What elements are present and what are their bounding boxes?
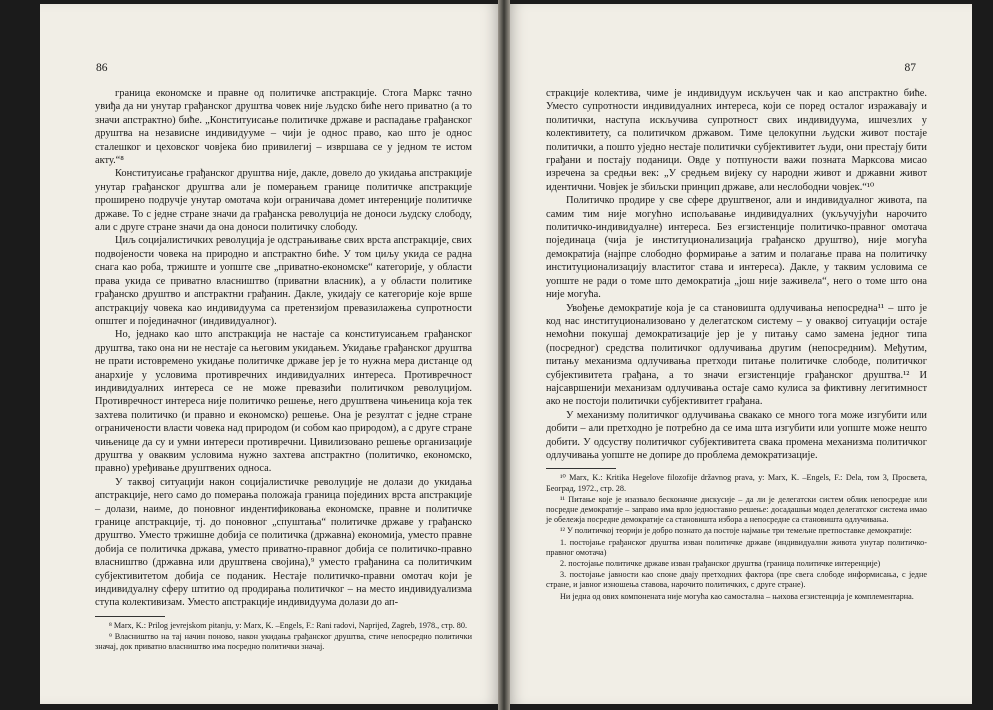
footnote-rule (95, 616, 165, 617)
page-number: 86 (96, 62, 108, 74)
footnotes (95, 621, 472, 653)
footnote-rule (546, 468, 616, 469)
footnote: ¹² У политичкој теорији је добро познато да постоје најмање три темељне претпоставке демократије: (560, 526, 912, 536)
page-number: 87 (904, 62, 916, 74)
paragraph: Политичко продире у све сфере друштвеног, али и индивидуалног живота, па самим тим није могућно испољавање индивидуалних (укључујући нарочито политичко-индивидуалне) интереса. Без егзистенције политичко-правног омотача појединаца (чија је институционализација грађанско друштво), није могућа демократија (најпре слободно формирање а затим и полагање права на политичку институционализацију властитог става и интереса). Дакле, у таквим условима се уопште не ради о томе што демократија „још није заживела“, него о томе што она није могућа. (546, 195, 927, 301)
right-page (506, 4, 972, 704)
book-spread (40, 0, 972, 710)
footnote: ⁹ Власништво на тај начин поново, након укидања грађанског друштва, стиче непосредно политички значај, док приватно власништво има посредно политички значај. (95, 632, 472, 652)
paragraph: Циљ социјалистичких револуција је одстрањивање свих врста апстракције, свих подвојености човека на природно и апстрактно биће. У том циљу укида се радна снага као роба, тржиште и уопште све „приватно-економске“ категорије, у области права укида се приватно власништво (приватни власник), а у области политике грађанско друштво и апстрактни грађанин. Дакле, укидају се категорије које врше апстракцију човека као индивидуума са претензијом превазилажења супротности општег и појединачног (индивидуалног). (95, 235, 472, 327)
footnote: ⁸ Marx, K.: Prilog jevrejskom pitanju, у: Marx, K. –Engels, F.: Rani radovi, Naprijed, Zagreb, 1978., стр. 80. (109, 620, 467, 630)
paragraph: Увођење демократије која је са становишта одлучивања непосредна¹¹ – што је код нас институционализовано у делегатском систему – у оваквој ситуацији остаје немоћни покушај демократизације јер је у питању само замена једног типа (посредног) средства политичког одлучивања другим (непосредним). Међутим, питању механизма одлучивања претходи питање политичке слободе, политичког субјективитета грађана, а то значи егзистенције грађанског друштва.¹² И најсавршенији механизам одлучивања остаје само кулиса за фиктивну легитимност ако не постоји политички субјективитет грађана. (546, 302, 927, 408)
footnote: ¹⁰ Marx, K.: Kritika Hegelove filozofije državnog prava, у: Marx, K. –Engels, F.: Dela, том 3, Просвета, Београд, 1972., стр. 28. (546, 473, 927, 493)
book-gutter (498, 0, 510, 710)
left-page (40, 4, 502, 704)
paragraph: граница економске и правне од политичке апстракције. Стога Маркс тачно увиђа да ни унутар грађанског друштва човек није људско биће него привaтно (а то значи апстрактно) биће. „Конституисање политичке државе и распадање грађанског друштва на независне индивидууме – чији је однос право, као што је однос сталешког и цеховског човјека био привилегиј – извршава се у једном те истом акту.“⁸ (95, 88, 472, 167)
page-body (95, 87, 472, 653)
page-body (546, 87, 927, 603)
paragraph: стракције колектива, чиме је индивидуум искључен чак и као апстрактно биће. Уместо супротности индивидуалних интереса, који се поред осталог изражавају и политички, наступа искључива супротност свих индивидуума, ишчезлих у колективитету, са политичком државом. Тиме целокупни људски живот постаје политички, а пошто уједно нестаје политички субјективитет људи, они престају бити грађани и постају поданици. Овде у потпуности важи позната Марксова мисао изречена за средњи век: „У средњем вијеку су народни живот и државни живот идентични. Човјек је збиљски принцип државе, али несл​ободни човјек.“¹⁰ (546, 88, 927, 193)
footnote: 2. постојање политичке државе изван грађанског друштва (граница политичке интеренције) (560, 559, 881, 568)
footnotes (546, 473, 927, 601)
paragraph: Но, једнако као што апстракција не настаје са конституисањем грађанског друштва, тако она ни не нестаје са његовим укидањем. Укидање грађанског друштва не прати истовремено укидање политичке државе јер је то нужна мера дистанце од анархије у условима противречних индивидуалних интереса. Противречност индивидуалних интереса се не може превазићи политичком револуцијом. Противречност интереса није политичко решење, него друштвена чињеница која тек захтева политичко (и правно и економско) решење. Она је резултат с једне стране ограничености власти човека над природом (и собом као природом), а с друге стране чињенице да су и умни интереси противречни. Цивилизовано решење организације друштва у оваквим условима нужно захтева апстрактно (политичко, економско, правно) уређивање друштвених односа. (95, 329, 472, 475)
footnote: 3. постојање јавности као споне двају претходних фактора (пре свега слободе информисања, с једне стране, и јавног изношења ставова, нарочито политичких, с друге стране). (546, 570, 927, 590)
footnote: 1. постојање грађанског друштва изван политичке државе (индивидуални живота унутар политичко-правног омотача) (546, 537, 927, 557)
paragraph: У таквој ситуацији након социјалистичке револуције не долази до укидања апстракције, него само до померања положаја граница појединих врста апстракције – долази, наиме, до поновног индентификовања економске, правне и политичке границе апстракције, тј. до поновног „спуштања“ политичке државе у грађанско друштво. Уместо тржишне добија се политичка (државна) економија, уместо правне добија се политичка држава, уместо приватно-правног добија се политичко-правно власништво (државна или друштвена својина),⁹ уместо грађанина са политичким субјективитетом добија се поданик. Нестаје политичко-правни омотач који је индивидуалну сферу штитио од продирања политичког – на место индивидуализма ступа колективизам. Уместо апстракције индивидуума долази до ап- (95, 476, 472, 609)
footnote: ¹¹ Питање које је изазвало бесконачне дискусије – да ли је делегатски систем облик непосредне или посредне демократије – заправо има врло једноставно решење: досадашњи модел делегатског система имао је обележја посредне демократије са становишта избора а непосредне са становишта одлучивања. (546, 494, 927, 525)
paragraph: Конституисање грађанског друштва није, дакле, довело до укидања апстракције унутар грађанског друштва али је померањем границе политичке апстракције проширено подручје унутар омотача који ограничава домет интеренције политичке државе. То с једне стране значи да грађанска револуција не доноси људску слободу, али с друге стране значи да она доноси политичку слободу. (95, 168, 472, 234)
paragraph: У механизму политичког одлучивања свакако се много тога може изгубити или добити – али претходно је потребно да се има шта изгубити или уопште може нешто добити. У одсуству политичког субјективитета свака промена механизма политичког одлучивања уопште не допире до проблема демократизације. (546, 409, 927, 461)
footnote: Ни једна од ових компонената није могућа као самостална – њихова егзистенција је комплементарна. (560, 591, 914, 601)
